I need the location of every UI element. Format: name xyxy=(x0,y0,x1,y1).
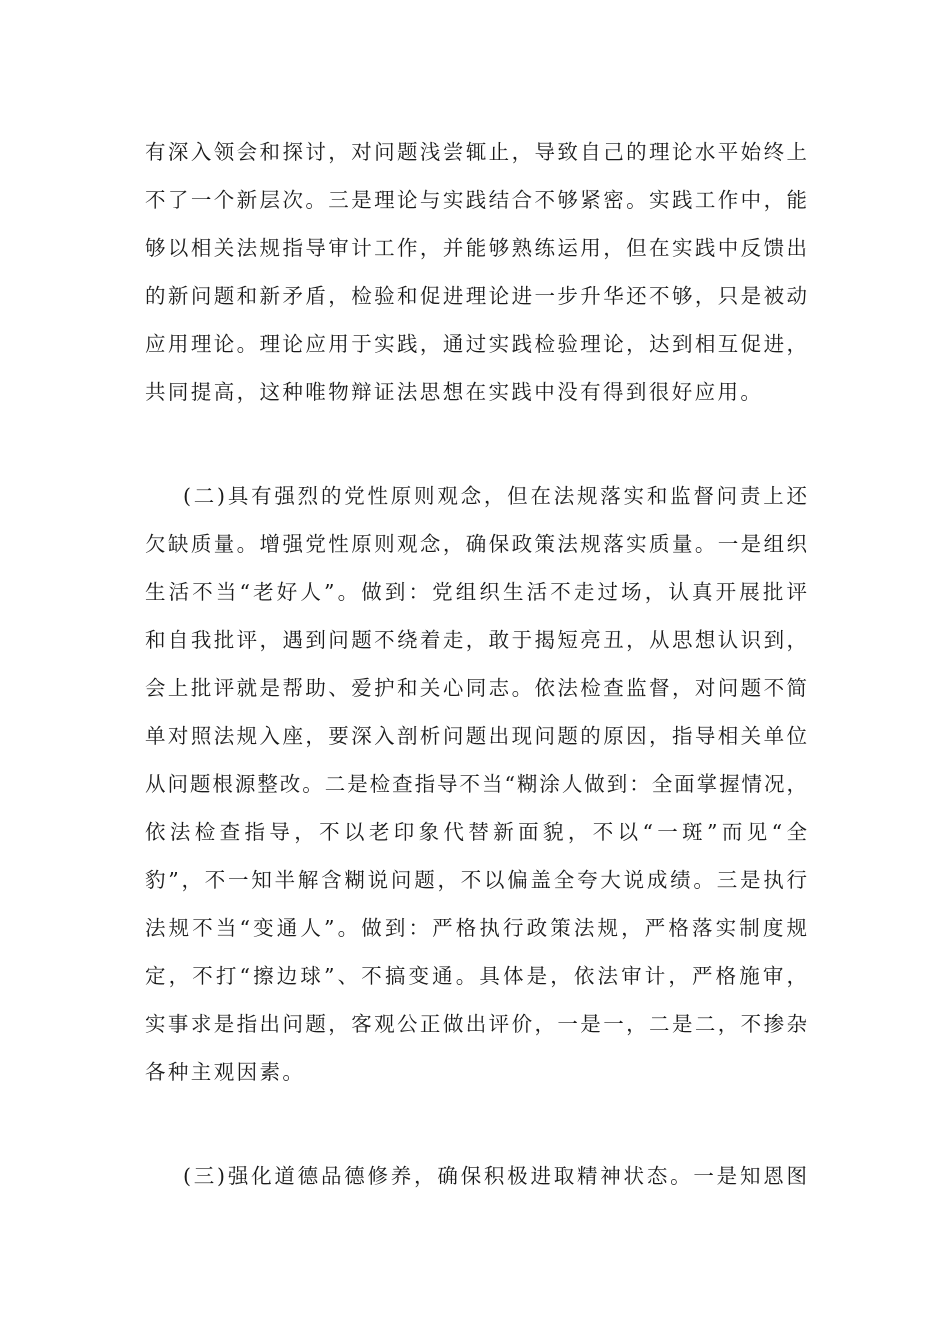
paragraph-line: 够以相关法规指导审计工作，并能够熟练运用，但在实践中反馈出 xyxy=(145,236,807,260)
paragraph-line: 和自我批评，遇到问题不绕着走，敢于揭短亮丑，从思想认识到， xyxy=(145,628,807,652)
paragraph-line: 不了一个新层次。三是理论与实践结合不够紧密。实践工作中，能 xyxy=(145,188,807,212)
paragraph-line: 共同提高，这种唯物辩证法思想在实践中没有得到很好应用。 xyxy=(145,380,764,404)
paragraph-line: 会上批评就是帮助、爱护和关心同志。依法检查监督，对问题不简 xyxy=(145,676,807,700)
paragraph-line: 的新问题和新矛盾，检验和促进理论进一步升华还不够，只是被动 xyxy=(145,284,807,308)
paragraph-line: 欠缺质量。增强党性原则观念，确保政策法规落实质量。一是组织 xyxy=(145,532,807,556)
paragraph-line: 单对照法规入座，要深入剖析问题出现问题的原因，指导相关单位 xyxy=(145,724,807,748)
paragraph-line: 从问题根源整改。二是检查指导不当“糊涂人做到：全面掌握情况， xyxy=(145,772,807,796)
paragraph-line: (二)具有强烈的党性原则观念，但在法规落实和监督问责上还 xyxy=(183,484,807,508)
paragraph-line: 法规不当“变通人”。做到：严格执行政策法规，严格落实制度规 xyxy=(145,916,807,940)
paragraph-line: 有深入领会和探讨，对问题浅尝辄止，导致自己的理论水平始终上 xyxy=(145,140,807,164)
paragraph-line: 实事求是指出问题，客观公正做出评价，一是一，二是二，不掺杂 xyxy=(145,1012,807,1036)
paragraph-line: (三)强化道德品德修养，确保积极进取精神状态。一是知恩图 xyxy=(183,1164,807,1188)
paragraph-line: 各种主观因素。 xyxy=(145,1060,306,1084)
paragraph-line: 豹”，不一知半解含糊说问题，不以偏盖全夸大说成绩。三是执行 xyxy=(145,868,807,892)
paragraph-line: 定，不打“擦边球”、不搞变通。具体是，依法审计，严格施审， xyxy=(145,964,807,988)
paragraph-line: 应用理论。理论应用于实践，通过实践检验理论，达到相互促进， xyxy=(145,332,807,356)
paragraph-line: 依法检查指导，不以老印象代替新面貌，不以“一斑”而见“全 xyxy=(145,820,807,844)
paragraph-line: 生活不当“老好人”。做到：党组织生活不走过场，认真开展批评 xyxy=(145,580,807,604)
